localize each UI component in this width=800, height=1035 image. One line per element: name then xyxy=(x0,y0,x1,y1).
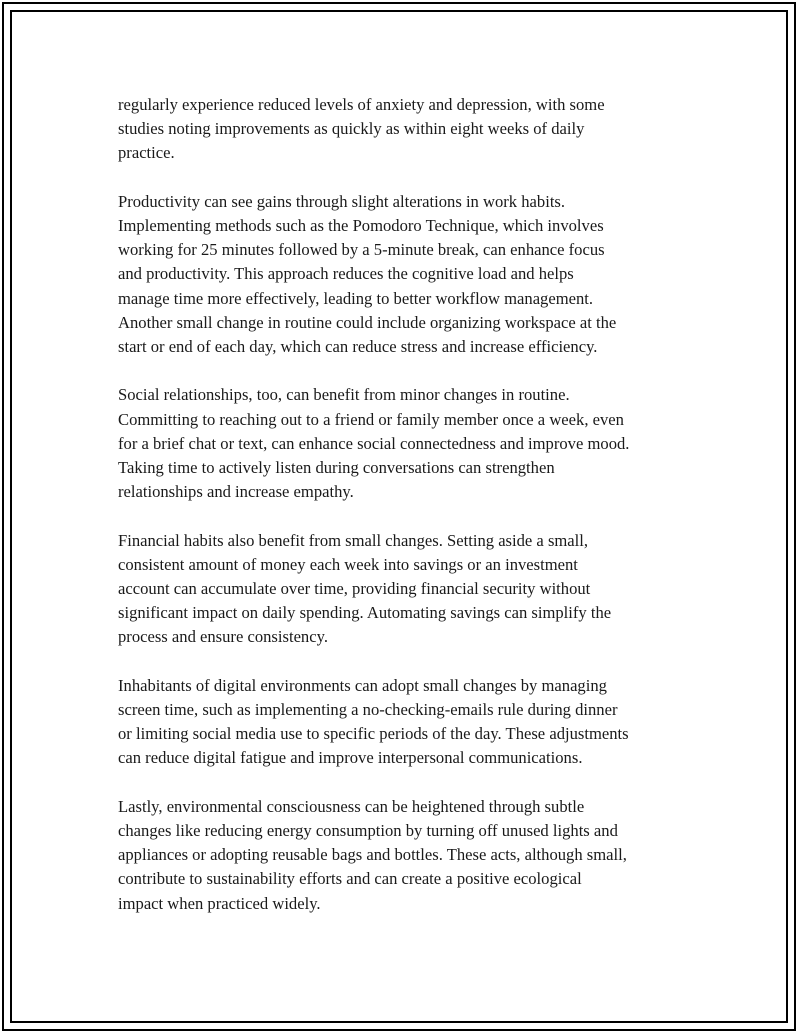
document-body xyxy=(118,93,698,940)
paragraph-productivity: Productivity can see gains through slight alterations in work habits. Implementing methods such as the Pomodoro Technique, which involves working for 25 minutes followed by a 5-minute break, can enhance focus and productivity. This approach reduces the cognitive load and helps manage time more effectively, leading to better workflow management. Another small change in routine could include organizing workspace at the start or end of each day, which can reduce stress and increase efficiency. xyxy=(118,191,617,357)
paragraph-financial-habits: Financial habits also benefit from small changes. Setting aside a small, consistent amount of money each week into savings or an investment account can accumulate over time, providing financial security without significant impact on daily spending. Automating savings can simplify the process and ensure consistency. xyxy=(118,530,612,647)
paragraph-digital-environments: Inhabitants of digital environments can adopt small changes by managing screen time, such as implementing a no-checking-emails rule during dinner or limiting social media use to specific periods of the day. These adjustments can reduce digital fatigue and improve interpersonal communications. xyxy=(118,675,629,768)
paragraph-mental-health-continuation: regularly experience reduced levels of anxiety and depression, with some studies noting improvements as quickly as within eight weeks of daily practice. xyxy=(118,95,605,163)
paragraph-environmental-consciousness: Lastly, environmental consciousness can be heightened through subtle changes like reducing energy consumption by turning off unused lights and appliances or adopting reusable bags and bottles. These acts, although small, contribute to sustainability efforts and can create a positive ecological impact when practiced widely. xyxy=(118,796,627,913)
paragraph-social-relationships: Social relationships, too, can benefit from minor changes in routine. Committing to reaching out to a friend or family member once a week, even for a brief chat or text, can enhance social connectedness and improve mood. Taking time to actively listen during conversations can strengthen relationships and increase empathy. xyxy=(118,385,630,502)
